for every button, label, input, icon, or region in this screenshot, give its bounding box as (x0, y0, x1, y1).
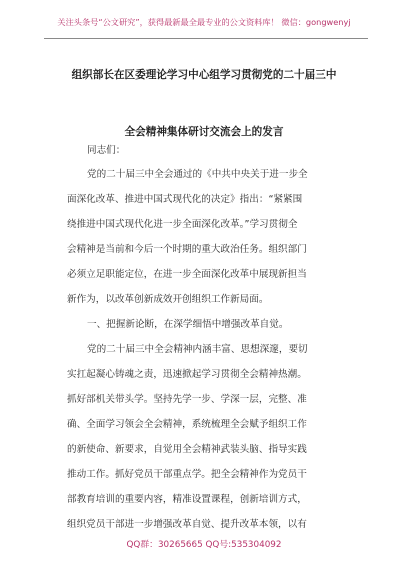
body-line: 部教育培训的重要内容，精准设置课程，创新培训方式， (67, 494, 307, 505)
body-line: 抓好部机关带头学。坚持先学一步、学深一层，完整、准 (67, 394, 307, 405)
section-heading: 一、把握新论断，在深学细悟中增强改革自觉。 (87, 319, 289, 330)
salutation: 同志们： (87, 145, 126, 156)
body-line: 会精神是当前和今后一个时期的重大政治任务。组织部门 (67, 244, 307, 255)
body-line: 实扛起凝心铸魂之责，迅速掀起学习贯彻全会精神热潮。 (67, 369, 307, 380)
body-line: 新作为，以改革创新成效开创组织工作新局面。 (67, 294, 269, 305)
document-title-line-2: 全会精神集体研讨交流会上的发言 (124, 126, 284, 138)
body-line: 组织党员干部进一步增强改革自觉、提升改革本领，以有 (67, 519, 307, 530)
header-banner: 关注头条号“公文研究”，获得最新最全最专业的公文资料库！ 微信：gongwenyj (57, 17, 351, 27)
body-line: 推动工作。抓好党员干部重点学。把全会精神作为党员干 (67, 469, 307, 480)
body-line: 绕推进中国式现代化进一步全面深化改革。”学习贯彻全 (67, 219, 298, 230)
body-line: 党的二十届三中全会精神内涵丰富、思想深邃，要切 (87, 344, 308, 355)
body-line: 的新使命、新要求，自觉用全会精神武装头脑、指导实践 (67, 444, 307, 455)
body-line: 党的二十届三中全会通过的《中共中央关于进一步全 (87, 169, 308, 180)
footer-contact: QQ群：30265665 QQ号:535304092 (126, 540, 282, 550)
body-line: 必须立足职能定位，在进一步全面深化改革中展现新担当 (67, 269, 307, 280)
document-title-line-1: 组织部长在区委理论学习中心组学习贯彻党的二十届三中 (71, 69, 337, 81)
body-line: 面深化改革、推进中国式现代化的决定》指出：“紧紧围 (67, 194, 303, 205)
header-divider (44, 38, 368, 39)
body-line: 确、全面学习领会全会精神，系统梳理全会赋予组织工作 (67, 419, 307, 430)
